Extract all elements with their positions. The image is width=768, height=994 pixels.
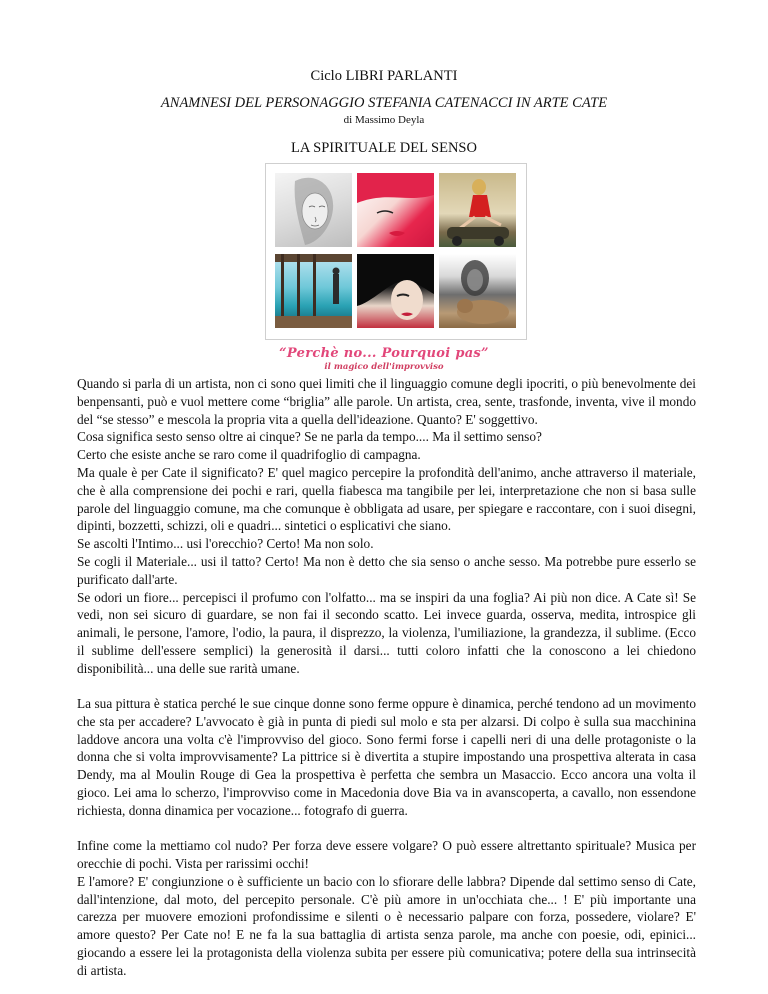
section-subtitle: LA SPIRITUALE DEL SENSO — [291, 140, 477, 156]
body-line: Se ascolti l'Intimo... usi l'orecchio? Certo! Ma non solo. — [77, 536, 374, 552]
collage-tile-blurred-woman-with-dog — [439, 254, 516, 328]
collage-tile-dark-hair-face — [357, 254, 434, 328]
body-line: Quando si parla di un artista, non ci sono quei limiti che il linguaggio comune degli ipocriti, o più benevolmente dei benpensanti, può e vuol mettere come “briglia” alle parole. Un artista, crea, sente, trasfonde, inventa, vive il mondo del “se stesso” e mescola la propria vita a quella dell'ideazione. Quanto? E' soggettivo. — [77, 376, 696, 427]
artwork-collage — [265, 163, 527, 340]
body-line: Infine come la mettiamo col nudo? Per forza deve essere volgare? O può essere altrettanto spirituale? Musica per orecchie di pochi. Vista per rarissimi occhi! — [77, 838, 696, 871]
document-title: ANAMNESI DEL PERSONAGGIO STEFANIA CATENACCI IN ARTE CATE — [160, 95, 608, 111]
body-paragraph: La sua pittura è statica perché le sue cinque donne sono ferme oppure è dinamica, perché tendono ad un movimento che sta per accadere? L'avvocato è già in punta di piedi sul molo e sta per alzarsi. Di colpo è sulla sua macchinina laddove ancora una volta c'è l'improvviso del gioco. Sono fermi forse i capelli neri di una delle protagoniste o la donna che si volta improvvisamente? La pittrice si è divertita a stupire impostando una prospettiva alterata in casa Dendy, ma al Moulin Rouge di Gea la prospettiva è perfetta che sembra un Masaccio. Ecco ancora una volta il gioco. Lei ama lo scherzo, l'improvviso come in Macedonia dove Bia va in avanscoperta, a cavallo, non essendone richiesta, donna dinamica per vocazione... fotografo di guerra. — [77, 696, 696, 818]
collage-tile-pencil-portrait — [275, 173, 352, 247]
collage-tagline-sub: il magico dell'improvviso — [324, 362, 444, 372]
collage-tagline: “Perchè no... Pourquoi pas” — [279, 346, 489, 361]
body-line: Ma quale è per Cate il significato? E' quel magico percepire la profondità dell'animo, anche attraverso il materiale, che è alla comprensione dei pochi e rari, quella fiabesca ma tangibile per lei, interpretazione che non si basa sulle parole del linguaggio comune, ma che comunque è obbligata ad usare, per spiegare e raccontare, con i suoi disegni, dipinti, bozzetti, schizzi, oli e quadri... sintetici o esplicativi che siano. — [77, 464, 696, 534]
body-line: E l'amore? E' congiunzione o è sufficiente un bacio con lo sfiorare delle labbra? Dipende dal settimo senso di Cate, dall'intenzione, dal moto, del percepito personale. C'è più amore in un'occhiata che... ! E' più importante una carezza per muovere emozioni profondissime e silenti o è necessario palpare con forza, possedere, violare? E' amore questo? Per Cate no! E ne fa la sua battaglia di artista senza parole, ma anche con poesie, odi, epinici... giocando a essere lei la protagonista della violenza subita per essere più comunicativa; potere della sua intrinsecità di artista. — [77, 873, 696, 978]
body-line: Certo che esiste anche se raro come il quadrifoglio di campagna. — [77, 447, 421, 463]
body-line: Cosa significa sesto senso oltre ai cinque? Se ne parla da tempo.... Ma il settimo senso? — [77, 429, 542, 445]
body-line: Se cogli il Materiale... usi il tatto? Certo! Ma non è detto che sia senso o anche sesso. Ma potrebbe pure esserlo se purificato dall'arte. — [77, 553, 696, 587]
collage-tile-sea-window — [275, 254, 352, 328]
paragraph-gap — [77, 678, 696, 696]
author-line: di Massimo Deyla — [343, 114, 425, 126]
collage-tile-woman-on-car — [439, 173, 516, 247]
paragraph-gap — [77, 820, 696, 838]
cycle-heading: Ciclo LIBRI PARLANTI — [310, 68, 458, 84]
collage-tile-pink-hat-face — [357, 173, 434, 247]
body-line: Se odori un fiore... percepisci il profumo con l'olfatto... ma se inspiri da una foglia? Ai più non dice. A Cate sì! Se vedi, non sei sicuro di guardare, se non fai il secondo scatto. Lei invece guarda, osserva, medita, introspice gli animali, le persone, l'amore, l'odio, la paura, il disprezzo, la violenza, l'umiliazione, la grandezza, il sublime. (Ecco il sublime dell'essere semplici) la generosità il darsi... tutti coloro infatti che la conoscono a lei chiedono disponibilità... una delle sue rarità umane. — [77, 589, 696, 676]
article-body — [77, 375, 696, 980]
